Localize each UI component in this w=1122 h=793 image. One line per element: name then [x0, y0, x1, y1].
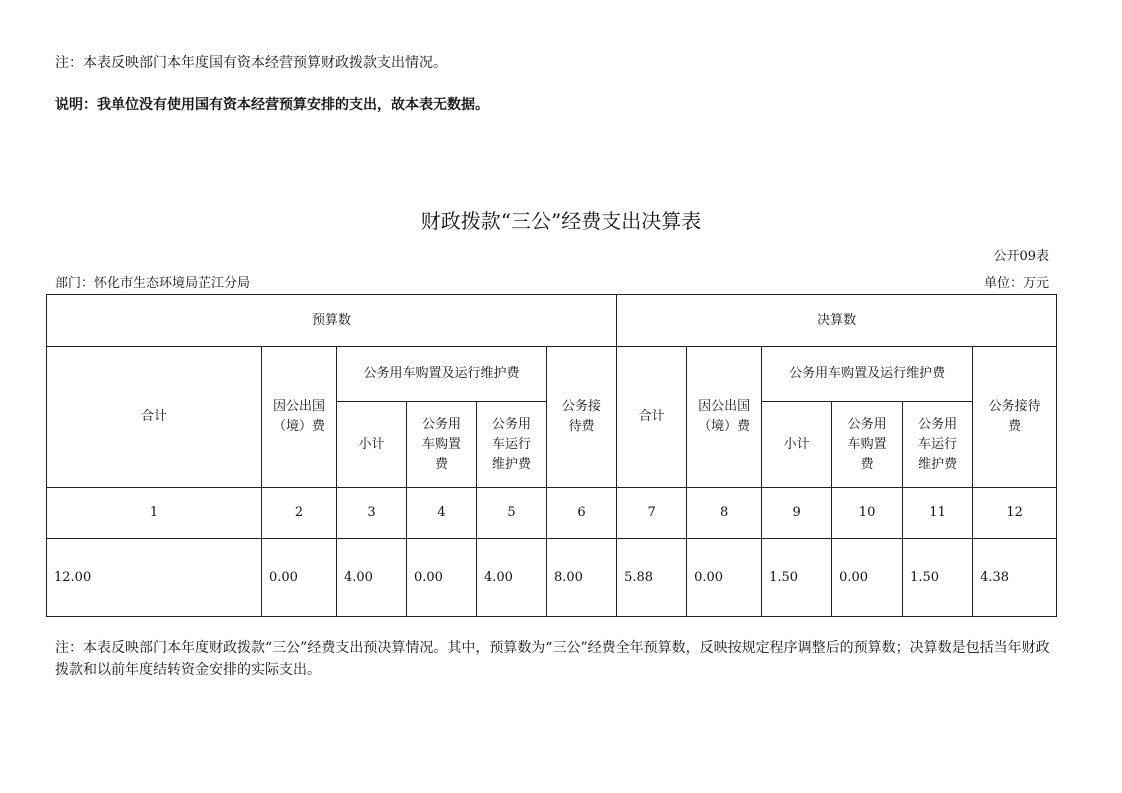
column-number: 11	[903, 488, 973, 539]
column-number: 8	[687, 488, 762, 539]
final-total-value: 5.88	[617, 539, 687, 617]
final-overseas-header: 因公出国（境）费	[687, 347, 762, 488]
budget-vehicle-subtotal-value: 4.00	[337, 539, 407, 617]
budget-group-header: 预算数	[47, 295, 617, 347]
final-vehicle-purchase-header: 公务用车购置费	[832, 402, 903, 488]
budget-subtotal-header: 小计	[337, 402, 407, 488]
budget-vehicle-purchase-value: 0.00	[407, 539, 477, 617]
final-reception-header: 公务接待费	[973, 347, 1057, 488]
budget-reception-header: 公务接待费	[547, 347, 617, 488]
group-header-row	[47, 295, 1057, 347]
final-subtotal-header: 小计	[762, 402, 832, 488]
column-number: 10	[832, 488, 903, 539]
budget-total-value: 12.00	[47, 539, 262, 617]
column-number: 3	[337, 488, 407, 539]
budget-total-header: 合计	[47, 347, 262, 488]
state-capital-note: 注：本表反映部门本年度国有资本经营预算财政拨款支出情况。	[55, 55, 447, 71]
column-number: 4	[407, 488, 477, 539]
budget-overseas-header: 因公出国（境）费	[262, 347, 337, 488]
column-number: 5	[477, 488, 547, 539]
budget-vehicle-group-header: 公务用车购置及运行维护费	[337, 347, 547, 402]
header-row-1	[47, 347, 1057, 402]
budget-vehicle-operation-value: 4.00	[477, 539, 547, 617]
column-number: 7	[617, 488, 687, 539]
column-number: 6	[547, 488, 617, 539]
value-row	[47, 539, 1057, 617]
three-public-expenses-table	[46, 294, 1057, 617]
form-number: 公开09表	[993, 249, 1049, 264]
column-number: 2	[262, 488, 337, 539]
unit-label: 单位：万元	[983, 276, 1049, 291]
budget-reception-value: 8.00	[547, 539, 617, 617]
column-number: 9	[762, 488, 832, 539]
final-vehicle-operation-value: 1.50	[903, 539, 973, 617]
page-title: 财政拨款“三公”经费支出决算表	[420, 209, 702, 233]
department-label: 部门：怀化市生态环境局芷江分局	[55, 276, 251, 291]
final-vehicle-group-header: 公务用车购置及运行维护费	[762, 347, 973, 402]
column-number: 1	[47, 488, 262, 539]
column-number-row	[47, 488, 1057, 539]
final-total-header: 合计	[617, 347, 687, 488]
column-number: 12	[973, 488, 1057, 539]
budget-overseas-value: 0.00	[262, 539, 337, 617]
no-data-statement: 说明：我单位没有使用国有资本经营预算安排的支出，故本表无数据。	[55, 97, 489, 113]
final-overseas-value: 0.00	[687, 539, 762, 617]
final-group-header: 决算数	[617, 295, 1057, 347]
final-vehicle-operation-header: 公务用车运行维护费	[903, 402, 973, 488]
final-reception-value: 4.38	[973, 539, 1057, 617]
final-vehicle-subtotal-value: 1.50	[762, 539, 832, 617]
final-vehicle-purchase-value: 0.00	[832, 539, 903, 617]
bottom-note: 注：本表反映部门本年度财政拨款“三公”经费支出预决算情况。其中，预算数为“三公”经费全年预算数，反映按规定程序调整后的预算数；决算数是包括当年财政拨款和以前年度结转资金安排的实际支出。	[55, 640, 1050, 678]
budget-vehicle-purchase-header: 公务用车购置费	[407, 402, 477, 488]
budget-vehicle-operation-header: 公务用车运行维护费	[477, 402, 547, 488]
